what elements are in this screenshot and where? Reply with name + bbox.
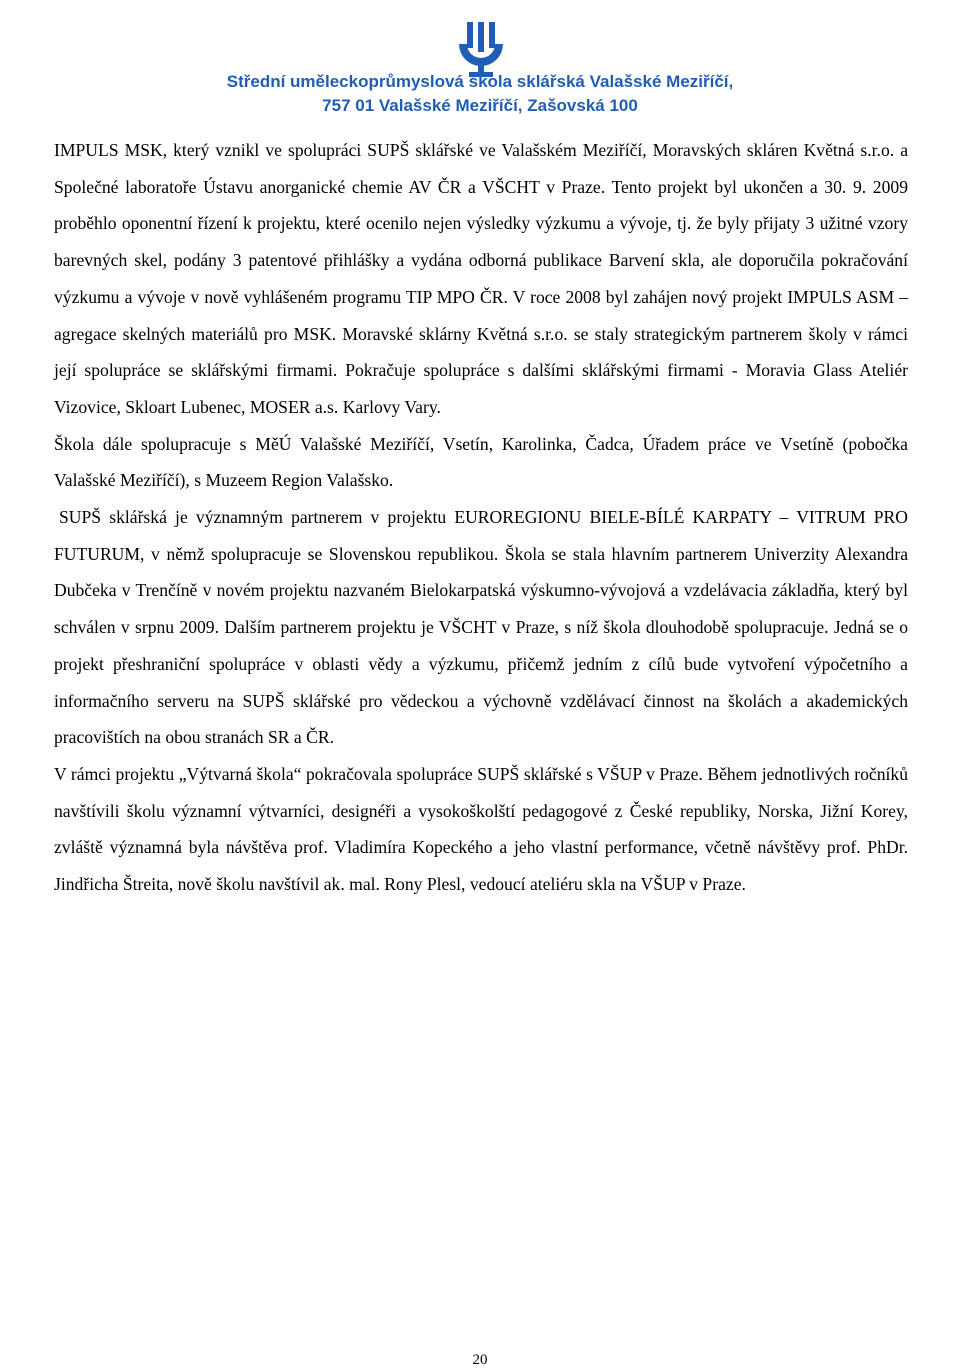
- school-emblem-icon: [453, 20, 509, 78]
- paragraph: Škola dále spolupracuje s MěÚ Valašské Meziříčí, Vsetín, Karolinka, Čadca, Úřadem práce ve Vsetíně (pobočka Valašské Meziříčí), s Muzeem Region Valašsko.: [54, 433, 908, 491]
- paragraph: IMPULS MSK, který vznikl ve spolupráci SUPŠ sklářské ve Valašském Meziříčí, Moravských skláren Květná s.r.o. a Společné laboratoře Ústavu anorganické chemie AV ČR a VŠCHT v Praze. Tento projekt byl ukončen a 30. 9. 2009 proběhlo oponentní řízení k projektu, které ocenilo nejen výsledky výzkumu a vývoje, tj. že byly přijaty 3 užitné vzory barevných skel, podány 3 patentové přihlášky a vydána odborná publikace Barvení skla, ale doporučila pokračování výzkumu a vývoje v nově vyhlášeném programu TIP MPO ČR. V roce 2008 byl zahájen nový projekt IMPULS ASM – agregace skelných materiálů pro MSK. Moravské sklárny Květná s.r.o. se staly strategickým partnerem školy v rámci její spolupráce se sklářskými firmami. Pokračuje spolupráce s dalšími sklářskými firmami - Moravia Glass Ateliér Vizovice, Skloart Lubenec, MOSER a.s. Karlovy Vary.: [54, 140, 908, 417]
- page-number: 20: [472, 1352, 488, 1368]
- page-header: [0, 0, 960, 125]
- paragraph: V rámci projektu „Výtvarná škola“ pokračovala spolupráce SUPŠ sklářské s VŠUP v Praze. Během jednotlivých ročníků navštívili školu významní výtvarníci, designéři a vysokoškolští pedagogové z České republiky, Norska, Jižní Korey, zvláště významná byla návštěva prof. Vladimíra Kopeckého a jeho vlastní performance, včetně návštěvy prof. PhDr. Jindřicha Štreita, nově školu navštívil ak. mal. Rony Plesl, vedoucí ateliéru skla na VŠUP v Praze.: [54, 763, 908, 895]
- document-body: [54, 132, 908, 903]
- paragraph: SUPŠ sklářská je významným partnerem v projektu EUROREGIONU BIELE-BÍLÉ KARPATY – VITRUM PRO FUTURUM, v němž spolupracuje se Slovenskou republikou. Škola se stala hlavním partnerem Univerzity Alexandra Dubčeka v Trenčíně v novém projektu nazvaném Bielokarpatská výskumno-vývojová a vzdelávacia základňa, který byl schválen v srpnu 2009. Dalším partnerem projektu je VŠCHT v Praze, s níž škola dlouhodobě spolupracuje. Jedná se o projekt přeshraniční spolupráce v oblasti vědy a výzkumu, přičemž jedním z cílů bude vytvoření výpočetního a informačního serveru na SUPŠ sklářské pro vědeckou a výchovně vzdělávací činnost na školách a akademických pracovištích na obou stranách SR a ČR.: [54, 507, 908, 748]
- school-name: Střední uměleckoprůmyslová škola sklářská Valašské Meziříčí,: [226, 72, 734, 91]
- school-address: 757 01 Valašské Meziříčí, Zašovská 100: [322, 96, 638, 115]
